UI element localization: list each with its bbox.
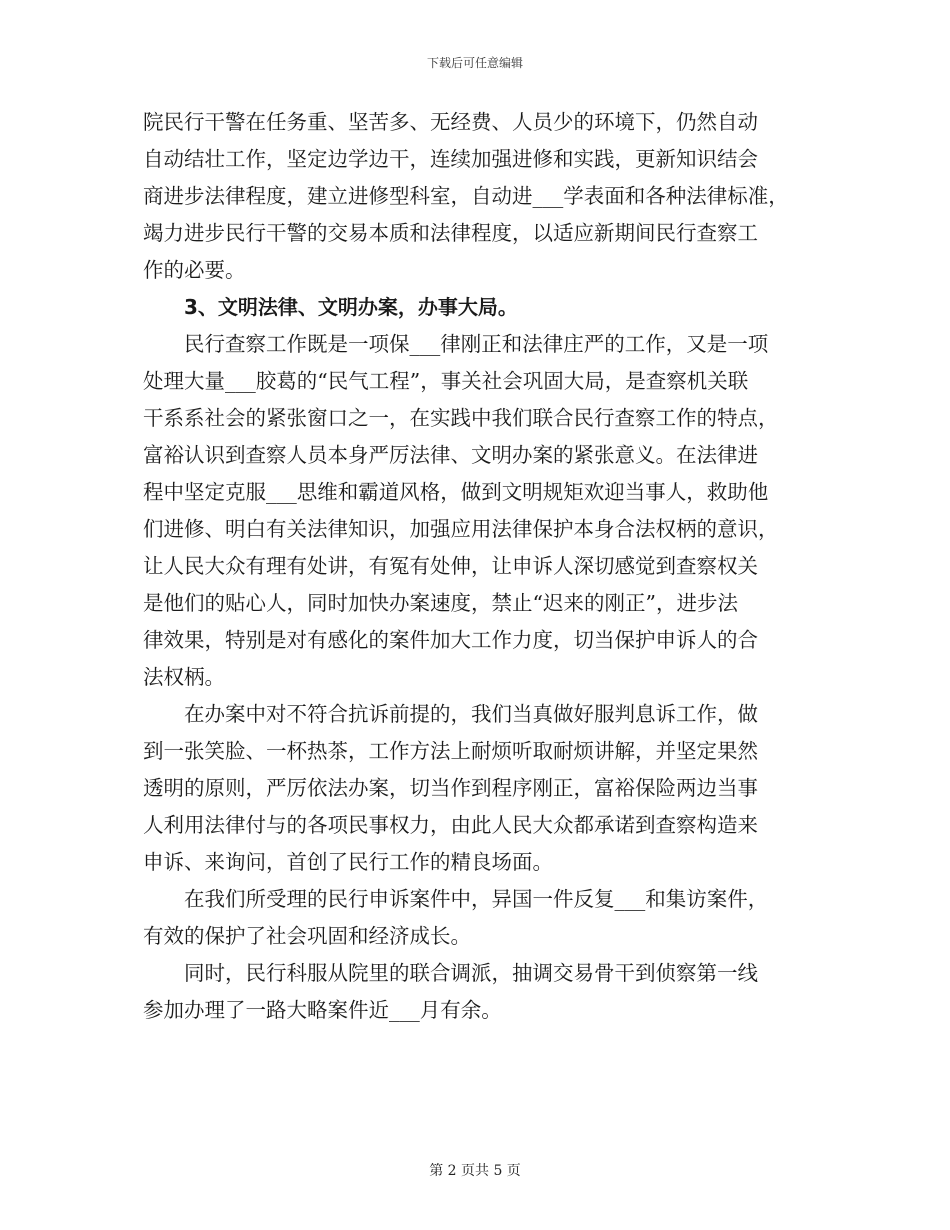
body-line: 院民行干警在任务重、坚苦多、无经费、人员少的环境下，仍然自动: [143, 110, 758, 134]
paragraph-start: 同时，民行科服从院里的联合调派，抽调交易骨干到侦察第一线: [184, 961, 758, 985]
body-line: 们进修、明白有关法律知识，加强应用法律保护本身合法权柄的意识，: [143, 517, 779, 541]
body-line: 程中坚定克服___思维和霸道风格，做到文明规矩欢迎当事人，救助他: [143, 480, 769, 504]
body-line: 自动结壮工作，坚定边学边干，连续加强进修和实践，更新知识结会: [143, 147, 758, 171]
body-line: 富裕认识到查察人员本身严厉法律、文明办案的紧张意义。在法律进: [143, 443, 758, 467]
body-line: 是他们的贴心人，同时加快办案速度，禁止“迟来的刚正”，进步法: [143, 591, 738, 615]
body-line: 法权柄。: [143, 665, 225, 689]
body-line: 有效的保护了社会巩固和经济成长。: [143, 924, 471, 948]
body-line: 作的必要。: [143, 258, 246, 282]
body-line: 参加办理了一路大略案件近___月有余。: [143, 998, 502, 1022]
paragraph-start: 在办案中对不符合抗诉前提的，我们当真做好服判息诉工作，做: [184, 702, 758, 726]
body-line: 申诉、来询问，首创了民行工作的精良场面。: [143, 850, 553, 874]
body-line: 律效果，特别是对有感化的案件加大工作力度，切当保护申诉人的合: [143, 628, 758, 652]
section-heading: 3、文明法律、文明办案，办事大局。: [184, 295, 518, 319]
body-line: 处理大量___胶葛的“民气工程”，事关社会巩固大局，是查察机关联: [143, 369, 749, 393]
paragraph-start: 在我们所受理的民行申诉案件中，异国一件反复___和集访案件，: [184, 887, 769, 911]
document-body: [143, 104, 823, 1029]
paragraph-start: 民行查察工作既是一项保___律刚正和法律庄严的工作，又是一项: [184, 332, 769, 356]
body-line: 竭力进步民行干警的交易本质和法律程度，以适应新期间民行查察工: [143, 221, 758, 245]
body-line: 到一张笑脸、一杯热茶，工作方法上耐烦听取耐烦讲解，并坚定果然: [143, 739, 758, 763]
body-line: 商进步法律程度，建立进修型科室，自动进___学表面和各种法律标准，: [143, 184, 789, 208]
body-line: 让人民大众有理有处讲，有冤有处伸，让申诉人深切感觉到查察权关: [143, 554, 758, 578]
page-header: 下载后可任意编辑: [426, 56, 523, 70]
body-line: 干系系社会的紧张窗口之一，在实践中我们联合民行查察工作的特点，: [143, 406, 779, 430]
page-footer: 第 2 页共 5 页: [429, 1163, 521, 1179]
body-line: 人利用法律付与的各项民事权力，由此人民大众都承诺到查察构造来: [143, 813, 758, 837]
body-line: 透明的原则，严厉依法办案，切当作到程序刚正，富裕保险两边当事: [143, 776, 758, 800]
